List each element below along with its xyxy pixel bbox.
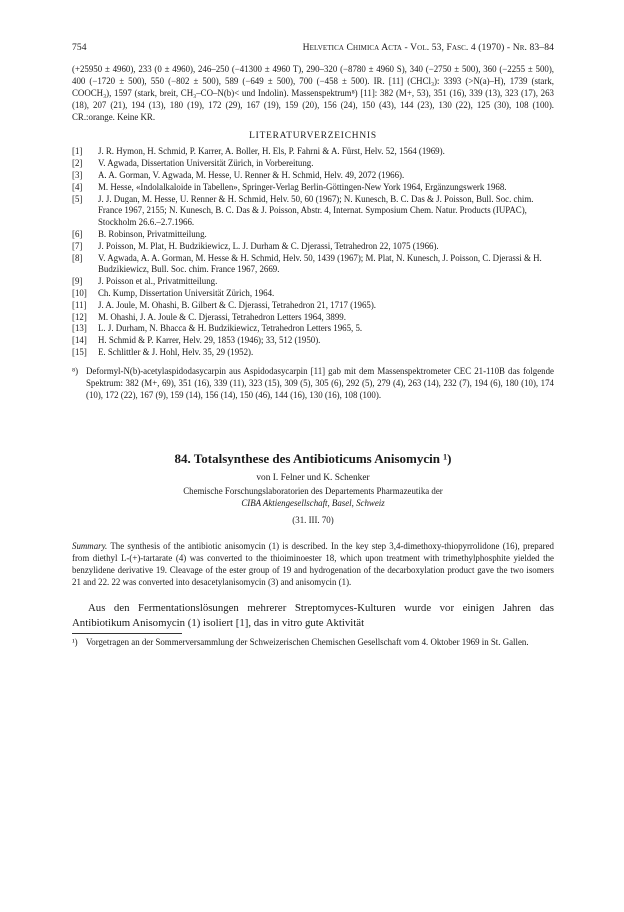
reference-number: [10] [72,288,87,299]
reference-item [72,323,554,335]
reference-number: [9] [72,276,83,287]
journal-page [72,42,554,649]
article-authors: von I. Felner und K. Schenker [256,472,370,483]
reference-item [72,158,554,170]
reference-item [72,288,554,300]
reference-text: M. Ohashi, J. A. Joule & C. Djerassi, Tetrahedron Letters 1964, 3899. [98,311,346,322]
article-title: 84. Totalsynthese des Antibioticums Anisomycin ¹) [174,450,452,466]
reference-item [72,194,554,229]
reference-item [72,241,554,253]
reference-text: L. J. Durham, N. Bhacca & H. Budzikiewicz, Tetrahedron Letters 1965, 5. [98,323,363,334]
footnote-1-text: Vorgetragen an der Sommerversammlung der Schweizerischen Chemischen Gesellschaft vom 4. Oktober 1969 in St. Gallen. [86,637,529,648]
affiliation-line-2: CIBA Aktiengesellschaft, Basel, Schweiz [241,497,385,508]
footnote-8-marker: ⁸) [72,365,79,376]
reference-item [72,347,554,359]
reference-text: B. Robinson, Privatmitteilung. [98,229,207,240]
reference-number: [1] [72,146,83,157]
received-date: (31. III. 70) [292,514,334,525]
reference-text: J. Poisson, M. Plat, H. Budzikiewicz, L. J. Durham & C. Djerassi, Tetrahedron 22, 1075 (1966). [98,240,439,251]
reference-number: [8] [72,252,83,263]
reference-number: [14] [72,335,87,346]
running-header [72,42,554,53]
reference-item [72,276,554,288]
reference-item [72,300,554,312]
reference-item [72,253,554,277]
reference-item [72,312,554,324]
reference-text: V. Agwada, Dissertation Universität Zürich, in Vorbereitung. [98,158,314,169]
reference-number: [15] [72,347,87,358]
footnote-1-marker: ¹) [72,637,78,648]
reference-text: H. Schmid & P. Karrer, Helv. 29, 1853 (1946); 33, 512 (1950). [98,335,321,346]
footnote-1 [72,637,554,649]
reference-number: [3] [72,170,83,181]
reference-number: [6] [72,229,83,240]
reference-number: [4] [72,181,83,192]
footnote-rule [72,633,182,634]
reference-number: [12] [72,311,87,322]
reference-text: Ch. Kump, Dissertation Universität Zürich, 1964. [98,288,275,299]
reference-number: [5] [72,193,83,204]
journal-citation: Helvetica Chimica Acta - Vol. 53, Fasc. 4 (1970) - Nr. 83–84 [302,42,554,53]
reference-number: [11] [72,299,87,310]
reference-item [72,146,554,158]
reference-item [72,229,554,241]
reference-text: M. Hesse, «Indolalkaloide in Tabellen», Springer-Verlag Berlin-Göttingen-New York 1964, Ergänzungswerk 1968. [98,181,507,192]
body-paragraph: Aus den Fermentationslösungen mehrerer Streptomyces-Kulturen wurde vor einigen Jahren das Antibiotikum Anisomycin (1) isoliert [1], das in vitro gute Aktivität [72,602,554,630]
reference-text: J. Poisson et al., Privatmitteilung. [98,276,218,287]
reference-text: J. J. Dugan, M. Hesse, U. Renner & H. Schmid, Helv. 50, 60 (1967); N. Kunesch, B. C. Das & J. Poisson, Bull. Soc. chim. France 1967, 2155; N. Kunesch, B. C. Das & J. Poisson, Abstr. 4, Internat. Symposium Chem. Natur. Products (IUPAC), Stockholm 26.6.–2.7.1966. [98,193,534,228]
reference-item [72,182,554,194]
affiliation-line-1: Chemische Forschungslaboratorien des Departements Pharmazeutika der [183,485,443,496]
reference-number: [13] [72,323,87,334]
reference-item [72,170,554,182]
footnote-8 [72,365,554,401]
summary-paragraph [72,541,554,589]
page-number: 754 [72,42,87,53]
reference-text: J. A. Joule, M. Ohashi, B. Gilbert & C. Djerassi, Tetrahedron 21, 1717 (1965). [98,299,377,310]
reference-number: [7] [72,240,83,251]
summary-label: Summary. [72,540,108,551]
reference-text: E. Schlittler & J. Hohl, Helv. 35, 29 (1952). [98,347,254,358]
references-heading: LITERATURVERZEICHNIS [249,131,377,142]
reference-text: V. Agwada, A. A. Gorman, M. Hesse & H. Schmid, Helv. 50, 1439 (1967); M. Plat, N. Kunesch, J. Poisson, C. Djerassi & H. Budzikiewicz, Bull. Soc. chim. France 1967, 2669. [98,252,542,275]
reference-number: [2] [72,158,83,169]
reference-item [72,335,554,347]
footnote-8-text: Deformyl-N(b)-acetylaspidodasycarpin aus Aspidodasycarpin [11] gab mit dem Massenspektrometer CEC 21-110B das folgende Spektrum: 382 (M+, 69), 351 (16), 339 (11), 323 (15), 309 (5), 305 (6), 292 (5), 279 (4), 263 (14), 232 (7), 194 (6), 180 (10), 174 (10), 172 (22), 167 (9), 159 (14), 156 (14), 150 (46), 144 (16), 130 (16), 108 (100). [86,365,554,400]
reference-text: J. R. Hymon, H. Schmid, P. Karrer, A. Boller, H. Els, P. Fahrni & A. Fürst, Helv. 52, 1564 (1969). [98,146,445,157]
reference-text: A. A. Gorman, V. Agwada, M. Hesse, U. Renner & H. Schmid, Helv. 49, 2072 (1966). [98,170,405,181]
reference-list [72,146,554,358]
spectral-data-paragraph: (+25950 ± 4960), 233 (0 ± 4960), 246–250 (−41300 ± 4960 T), 290–320 (−8780 ± 4960 S), 340 (−2750 ± 500), 360 (−2255 ± 500), 400 (−1720 ± 500), 550 (−802 ± 500), 589 (−649 ± 500), 700 (−458 ± 500). IR. [11] (CHCl₃): 3393 (>N(a)–H), 1739 (stark, COOCH₃), 1597 (stark, breit, CH₃–CO–N(b)< und Indolin). Massenspektrum⁸) [11]: 382 (M+, 53), 351 (16), 339 (13), 323 (17), 263 (18), 207 (21), 194 (13), 180 (19), 172 (29), 167 (19), 159 (20), 156 (24), 150 (43), 144 (23), 130 (22), 125 (30), 108 (100). CR.:orange. Keine KR. [72,64,554,123]
summary-text: The synthesis of the antibiotic anisomycin (1) is described. In the key step 3,4-dimethoxy-thiopyrrolidone (16), prepared from diethyl L-(+)-tartarate (4) was converted to the thioiminoester 18, which upon treatment with trimethylphosphite yielded the benzylidene derivative 19. Cleavage of the ester group of 19 and hydrogenation of the decarboxylation product gave the two isomers 21 and 22. 22 was converted into desacetylanisomycin (3) and anisomycin (1). [72,540,554,587]
